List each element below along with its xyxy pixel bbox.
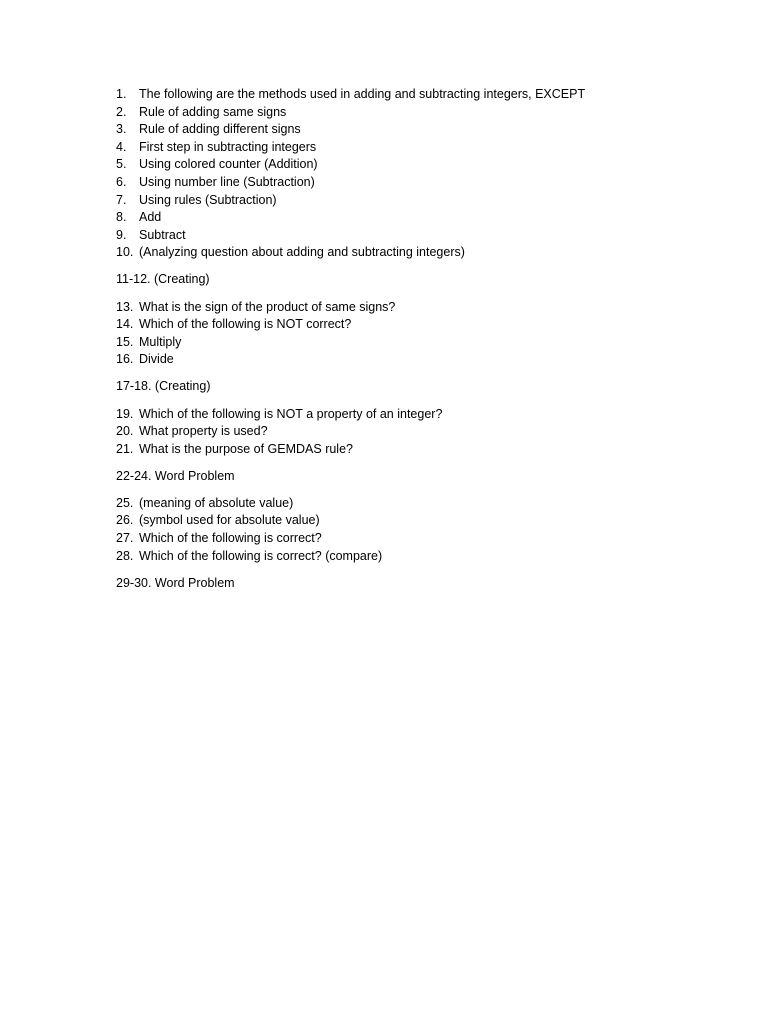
item-number: 28. — [116, 548, 134, 563]
list-item — [116, 351, 716, 369]
item-number: 1. — [116, 87, 127, 101]
list-item — [116, 512, 716, 530]
list-item — [116, 530, 716, 548]
list-item — [116, 495, 716, 513]
item-number: 5. — [116, 157, 127, 172]
item-text: What is the purpose of GEMDAS rule? — [139, 441, 353, 456]
item-number: 19. — [116, 406, 134, 421]
item-text: Subtract — [139, 227, 186, 242]
document-content — [116, 86, 716, 592]
item-number: 14. — [116, 317, 134, 332]
item-number: 7. — [116, 192, 127, 207]
item-text: Add — [139, 210, 162, 225]
section-line: 11-12. (Creating) — [116, 272, 210, 287]
question-list — [116, 406, 716, 459]
section-line: 29-30. Word Problem — [116, 575, 235, 590]
question-list — [116, 495, 716, 565]
list-item — [116, 209, 716, 227]
list-item — [116, 227, 716, 245]
item-text: (Analyzing question about adding and subtracting integers) — [139, 245, 465, 260]
item-number: 8. — [116, 210, 127, 225]
item-text: Using number line (Subtraction) — [139, 174, 315, 189]
item-text: Divide — [139, 352, 174, 367]
item-number: 20. — [116, 424, 134, 439]
item-number: 15. — [116, 334, 134, 349]
list-item — [116, 86, 716, 104]
question-list — [116, 299, 716, 369]
item-number: 2. — [116, 104, 127, 119]
item-number: 13. — [116, 299, 134, 314]
item-text: Using rules (Subtraction) — [139, 192, 277, 207]
list-item — [116, 548, 716, 566]
list-item — [116, 156, 716, 174]
item-text: Which of the following is NOT correct? — [139, 317, 352, 332]
item-number: 9. — [116, 227, 127, 242]
item-number: 26. — [116, 513, 134, 528]
item-number: 21. — [116, 441, 134, 456]
item-number: 25. — [116, 495, 134, 510]
list-item — [116, 406, 716, 424]
item-text: Which of the following is NOT a property of an integer? — [139, 406, 443, 421]
item-text: Rule of adding same signs — [139, 104, 287, 119]
list-item — [116, 334, 716, 352]
list-item — [116, 299, 716, 317]
list-item — [116, 441, 716, 459]
item-number: 6. — [116, 174, 127, 189]
item-text: Using colored counter (Addition) — [139, 157, 318, 172]
question-list — [116, 86, 716, 262]
item-text: The following are the methods used in adding and subtracting integers, EXCEPT — [139, 87, 586, 101]
list-item — [116, 244, 716, 262]
item-number: 10. — [116, 245, 134, 260]
item-number: 27. — [116, 531, 134, 546]
item-number: 16. — [116, 352, 134, 367]
item-text: What property is used? — [139, 424, 268, 439]
item-number: 3. — [116, 122, 127, 137]
item-text: (symbol used for absolute value) — [139, 513, 320, 528]
item-text: Multiply — [139, 334, 182, 349]
item-text: (meaning of absolute value) — [139, 495, 294, 510]
list-item — [116, 121, 716, 139]
list-item — [116, 104, 716, 122]
section-line: 17-18. (Creating) — [116, 379, 211, 394]
list-item — [116, 316, 716, 334]
list-item — [116, 192, 716, 210]
item-text: What is the sign of the product of same signs? — [139, 299, 396, 314]
list-item — [116, 174, 716, 192]
list-item — [116, 423, 716, 441]
item-number: 4. — [116, 139, 127, 154]
item-text: Rule of adding different signs — [139, 122, 301, 137]
list-item — [116, 139, 716, 157]
item-text: Which of the following is correct? — [139, 531, 322, 546]
item-text: First step in subtracting integers — [139, 139, 317, 154]
item-text: Which of the following is correct? (compare) — [139, 548, 383, 563]
section-line: 22-24. Word Problem — [116, 468, 235, 483]
